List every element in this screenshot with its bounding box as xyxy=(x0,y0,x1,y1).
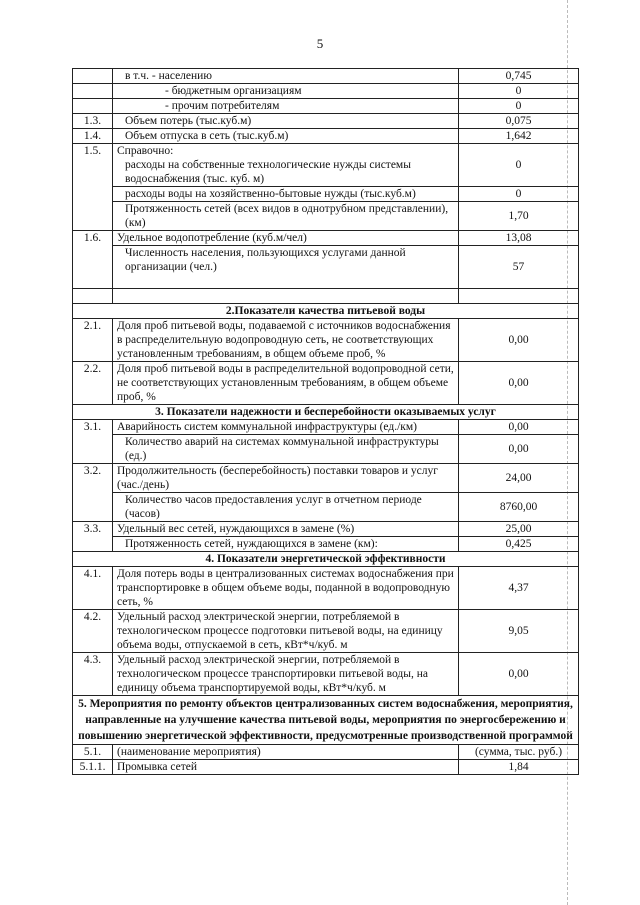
row-label: Продолжительность (бесперебойность) поставки товаров и услуг (час./день) xyxy=(113,464,459,493)
row-value: 8760,00 xyxy=(459,493,579,522)
section-title: 4. Показатели энергетической эффективности xyxy=(73,552,579,567)
row-label: Численность населения, пользующихся услугами данной организации (чел.) xyxy=(113,246,459,289)
row-value: 13,08 xyxy=(459,231,579,246)
table-row xyxy=(73,610,579,653)
row-label: Удельное водопотребление (куб.м/чел) xyxy=(113,231,459,246)
row-label: - бюджетным организациям xyxy=(113,84,459,99)
row-number: 3.1. xyxy=(73,420,113,464)
row-number: 1.3. xyxy=(73,114,113,129)
row-value: 24,00 xyxy=(459,464,579,493)
row-label: (наименование мероприятия) xyxy=(113,745,459,760)
row-number: 1.4. xyxy=(73,129,113,144)
row-label: Доля проб питьевой воды, подаваемой с источников водоснабжения в распределительную водопроводную сеть, не соответствующих установленным требованиям, в общем объеме проб, % xyxy=(113,319,459,362)
row-value: 0 xyxy=(459,99,579,114)
row-number: 5.1. xyxy=(73,745,113,760)
section-header xyxy=(73,552,579,567)
table-row xyxy=(73,567,579,610)
row-label: Удельный расход электрической энергии, потребляемой в технологическом процессе транспортировки питьевой воды, на единицу объема транспортируемой воды, кВт*ч/куб. м xyxy=(113,653,459,696)
table-row xyxy=(73,760,579,775)
table-row xyxy=(73,522,579,537)
row-value: 0 xyxy=(459,144,579,187)
row-value: 0,00 xyxy=(459,362,579,405)
row-label: Аварийность систем коммунальной инфраструктуры (ед./км) xyxy=(113,420,459,435)
row-value: 57 xyxy=(459,246,579,289)
row-label: Количество аварий на системах коммунальной инфраструктуры (ед.) xyxy=(113,435,459,464)
row-value: 0 xyxy=(459,84,579,99)
row-number: 4.2. xyxy=(73,610,113,653)
table-row xyxy=(73,493,579,522)
section-title: 3. Показатели надежности и бесперебойности оказываемых услуг xyxy=(73,405,579,420)
row-value: 0,00 xyxy=(459,420,579,435)
table-row xyxy=(73,435,579,464)
row-label: в т.ч. - населению xyxy=(113,69,459,84)
row-value: 0,00 xyxy=(459,653,579,696)
row-value: 9,05 xyxy=(459,610,579,653)
row-label: Доля проб питьевой воды в распределительной водопроводной сети, не соответствующих установленным требованиям, в общем объеме проб, % xyxy=(113,362,459,405)
row-label: Удельный расход электрической энергии, потребляемой в технологическом процессе подготовки питьевой воды, на единицу объема воды, отпускаемой в сеть, кВт*ч/куб. м xyxy=(113,610,459,653)
table-row xyxy=(73,84,579,99)
row-label: Справочно: xyxy=(113,144,459,159)
row-value: 0,00 xyxy=(459,319,579,362)
row-label: Протяженность сетей, нуждающихся в замене (км): xyxy=(113,537,459,552)
row-value: 1,642 xyxy=(459,129,579,144)
row-number xyxy=(73,84,113,99)
section-header xyxy=(73,696,579,745)
row-number xyxy=(73,99,113,114)
table-row xyxy=(73,537,579,552)
table-row xyxy=(73,362,579,405)
row-value: 1,84 xyxy=(459,760,579,775)
table-row xyxy=(73,144,579,159)
table-row xyxy=(73,464,579,493)
table-row xyxy=(73,202,579,231)
row-value: 0,425 xyxy=(459,537,579,552)
table-row xyxy=(73,129,579,144)
indicators-table xyxy=(72,68,579,775)
row-label: Объем отпуска в сеть (тыс.куб.м) xyxy=(113,129,459,144)
table-row xyxy=(73,99,579,114)
table-row xyxy=(73,653,579,696)
row-value: 25,00 xyxy=(459,522,579,537)
row-number: 3.2. xyxy=(73,464,113,522)
table-row xyxy=(73,69,579,84)
row-label: Промывка сетей xyxy=(113,760,459,775)
row-value: (сумма, тыс. руб.) xyxy=(459,745,579,760)
table-row xyxy=(73,289,579,304)
row-number: 2.1. xyxy=(73,319,113,362)
section-title: 5. Мероприятия по ремонту объектов централизованных систем водоснабжения, мероприятия, направленные на улучшение качества питьевой воды, мероприятия по энергосбережению и повышению энергетической эффективности, предусмотренные производственной программой xyxy=(73,696,579,745)
row-number: 4.1. xyxy=(73,567,113,610)
section-title: 2.Показатели качества питьевой воды xyxy=(73,304,579,319)
row-label: Удельный вес сетей, нуждающихся в замене (%) xyxy=(113,522,459,537)
table-row xyxy=(73,745,579,760)
table-row xyxy=(73,319,579,362)
row-number xyxy=(73,69,113,84)
row-label: Объем потерь (тыс.куб.м) xyxy=(113,114,459,129)
table-row xyxy=(73,420,579,435)
row-value: 0,745 xyxy=(459,69,579,84)
row-label: - прочим потребителям xyxy=(113,99,459,114)
section-header xyxy=(73,405,579,420)
table-row xyxy=(73,231,579,246)
table-row xyxy=(73,246,579,289)
row-number: 2.2. xyxy=(73,362,113,405)
row-number: 1.6. xyxy=(73,231,113,289)
row-label: Количество часов предоставления услуг в отчетном периоде (часов) xyxy=(113,493,459,522)
row-value: 0,00 xyxy=(459,435,579,464)
row-number: 3.3. xyxy=(73,522,113,552)
table-row xyxy=(73,114,579,129)
section-header xyxy=(73,304,579,319)
row-value: 1,70 xyxy=(459,202,579,231)
row-number: 5.1.1. xyxy=(73,760,113,775)
row-label: расходы воды на хозяйственно-бытовые нужды (тыс.куб.м) xyxy=(113,187,459,202)
row-label: Доля потерь воды в централизованных системах водоснабжения при транспортировке в общем объеме воды, поданной в водопроводную сеть, % xyxy=(113,567,459,610)
row-number: 4.3. xyxy=(73,653,113,696)
row-label: Протяженность сетей (всех видов в однотрубном представлении), (км) xyxy=(113,202,459,231)
table-row xyxy=(73,187,579,202)
row-value: 0,075 xyxy=(459,114,579,129)
page-number: 5 xyxy=(316,36,324,51)
row-label: расходы на собственные технологические нужды системы водоснабжения (тыс. куб. м) xyxy=(113,158,459,187)
row-value: 4,37 xyxy=(459,567,579,610)
row-value: 0 xyxy=(459,187,579,202)
row-number: 1.5. xyxy=(73,144,113,231)
